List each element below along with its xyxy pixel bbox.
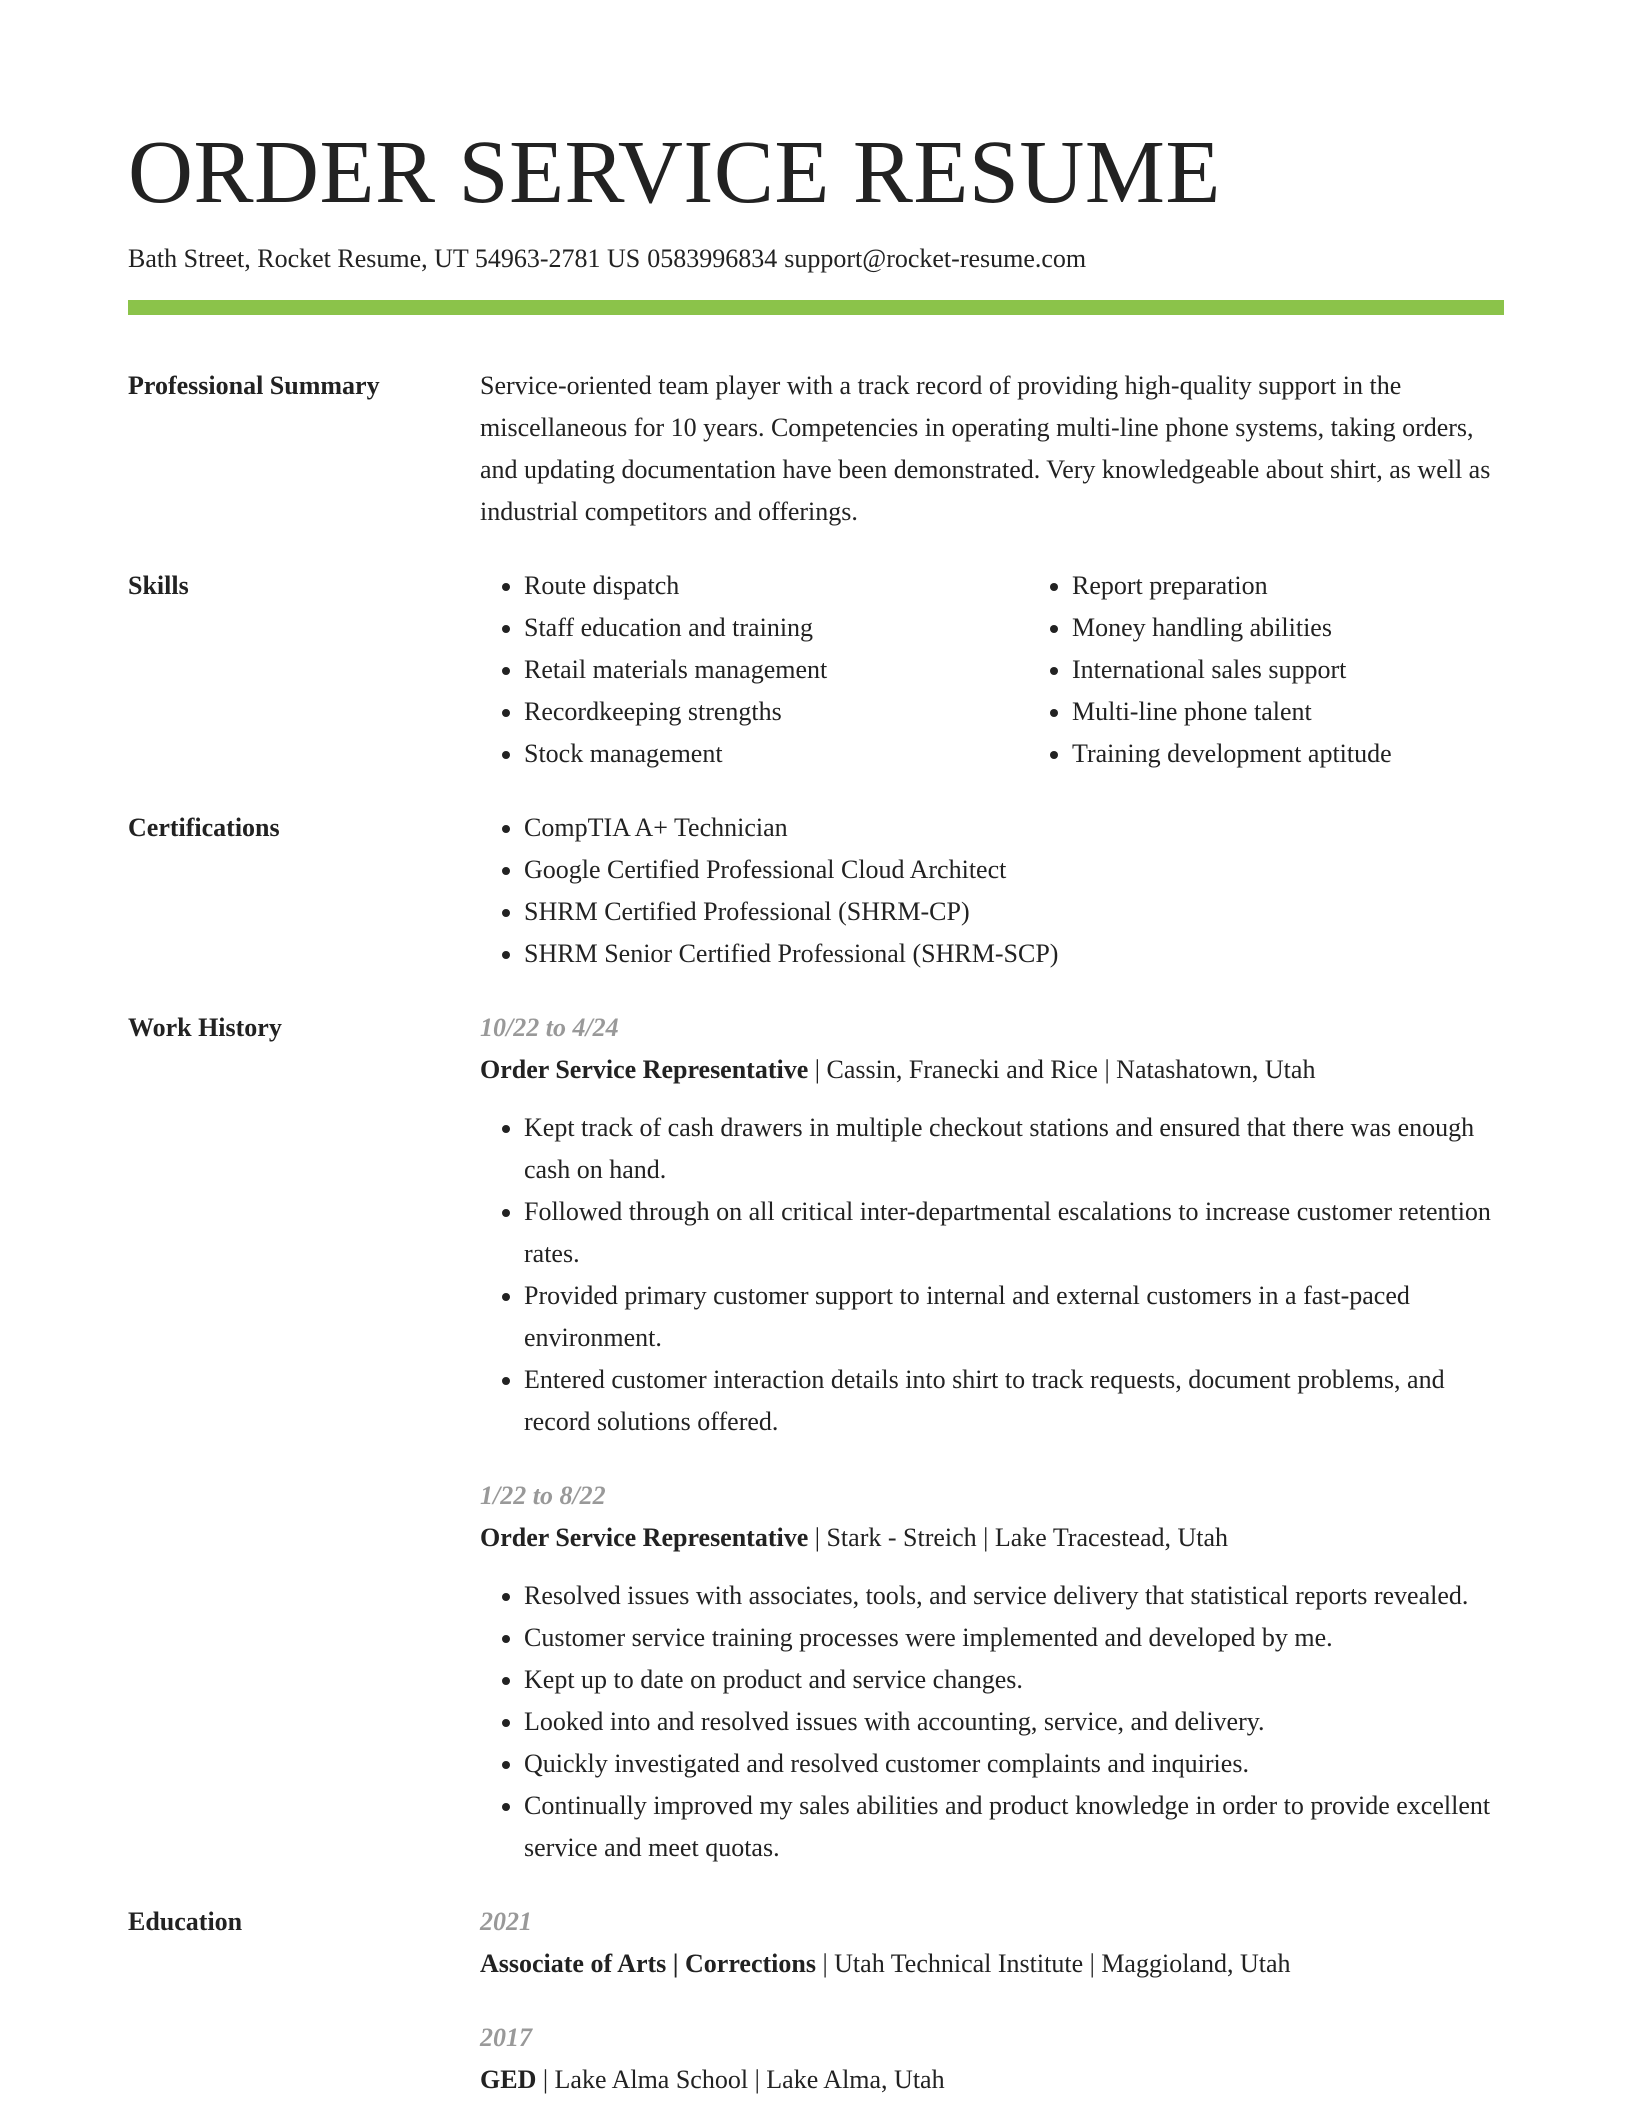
header-divider	[128, 300, 1504, 315]
job-heading	[480, 1049, 1504, 1091]
education-heading	[480, 1943, 1504, 1985]
certification-item: • CompTIA A+ Technician	[524, 807, 1504, 849]
job-bullet: • Customer service training processes were implemented and developed by me.	[524, 1617, 1504, 1659]
skill-item: • International sales support	[1072, 649, 1504, 691]
contact-line	[128, 244, 1504, 274]
education-degree: GED	[480, 2065, 537, 2094]
education-details: | Utah Technical Institute | Maggioland, Utah	[815, 1949, 1291, 1978]
education-entry	[480, 2017, 1504, 2101]
education-section	[128, 1901, 1504, 2101]
certifications-list	[480, 807, 1504, 975]
summary-text: Service-oriented team player with a track record of providing high-quality support in the miscellaneous for 10 years. Competencies in operating multi-line phone systems, taking orders, and updating documentation have been demonstrated. Very knowledgeable about shirt, as well as industrial competitors and offerings.	[480, 371, 1491, 526]
skill-item: • Stock management	[524, 733, 1028, 775]
job-heading	[480, 1517, 1504, 1559]
contact-phone: 0583996834	[647, 244, 778, 273]
section-label-certifications: Certifications	[128, 813, 280, 842]
skill-item: • Multi-line phone talent	[1072, 691, 1504, 733]
summary-section	[128, 365, 1504, 533]
job-details: | Stark - Streich | Lake Tracestead, Utah	[808, 1523, 1229, 1552]
job-bullet: • Kept track of cash drawers in multiple checkout stations and ensured that there was enough cash on hand.	[524, 1107, 1504, 1191]
job-bullet: • Entered customer interaction details into shirt to track requests, document problems, and record solutions offered.	[524, 1359, 1504, 1443]
certifications-body	[480, 807, 1504, 975]
certification-item: • SHRM Certified Professional (SHRM-CP)	[524, 891, 1504, 933]
skill-item: • Route dispatch	[524, 565, 1028, 607]
work-history-body	[480, 1007, 1504, 1869]
job-dates: 10/22 to 4/24	[480, 1013, 619, 1042]
skill-item: • Training development aptitude	[1072, 733, 1504, 775]
contact-email: support@rocket-resume.com	[784, 244, 1087, 273]
job-bullets	[480, 1107, 1504, 1443]
job-bullet: • Quickly investigated and resolved customer complaints and inquiries.	[524, 1743, 1504, 1785]
job-bullet: • Continually improved my sales abilities and product knowledge in order to provide excellent service and meet quotas.	[524, 1785, 1504, 1869]
skill-item: • Money handling abilities	[1072, 607, 1504, 649]
job-bullets	[480, 1575, 1504, 1869]
job-details: | Cassin, Franecki and Rice | Natashatown, Utah	[808, 1055, 1316, 1084]
work-history-section	[128, 1007, 1504, 1869]
certifications-section	[128, 807, 1504, 975]
certification-item: • SHRM Senior Certified Professional (SHRM-SCP)	[524, 933, 1504, 975]
section-label-summary: Professional Summary	[128, 371, 380, 400]
section-label-work: Work History	[128, 1013, 282, 1042]
contact-address: Bath Street, Rocket Resume, UT 54963-2781 US	[128, 244, 641, 273]
job-title: Order Service Representative	[480, 1523, 809, 1552]
skill-item: • Report preparation	[1072, 565, 1504, 607]
education-body	[480, 1901, 1504, 2101]
resume-page	[128, 118, 1504, 2101]
education-entry	[480, 1901, 1504, 1985]
job-entry	[480, 1475, 1504, 1869]
skills-list-left	[480, 565, 1028, 775]
job-bullet: • Kept up to date on product and service changes.	[524, 1659, 1504, 1701]
skill-item: • Recordkeeping strengths	[524, 691, 1028, 733]
education-year: 2017	[480, 2023, 532, 2052]
job-bullet: • Followed through on all critical inter-departmental escalations to increase customer retention rates.	[524, 1191, 1504, 1275]
resume-title: ORDER SERVICE RESUME	[128, 123, 1221, 222]
job-bullet: • Resolved issues with associates, tools, and service delivery that statistical reports revealed.	[524, 1575, 1504, 1617]
section-label-education: Education	[128, 1907, 243, 1936]
skill-item: • Retail materials management	[524, 649, 1028, 691]
certification-item: • Google Certified Professional Cloud Architect	[524, 849, 1504, 891]
job-dates: 1/22 to 8/22	[480, 1481, 606, 1510]
skill-item: • Staff education and training	[524, 607, 1028, 649]
job-bullet: • Looked into and resolved issues with accounting, service, and delivery.	[524, 1701, 1504, 1743]
education-heading	[480, 2059, 1504, 2101]
education-degree: Associate of Arts | Corrections	[480, 1949, 816, 1978]
skills-list-right	[1028, 565, 1504, 775]
skills-section	[128, 565, 1504, 775]
education-details: | Lake Alma School | Lake Alma, Utah	[536, 2065, 945, 2094]
section-label-skills: Skills	[128, 571, 189, 600]
job-entry	[480, 1007, 1504, 1443]
skills-grid	[480, 565, 1504, 775]
job-bullet: • Provided primary customer support to internal and external customers in a fast-paced environment.	[524, 1275, 1504, 1359]
education-year: 2021	[480, 1907, 532, 1936]
job-title: Order Service Representative	[480, 1055, 809, 1084]
